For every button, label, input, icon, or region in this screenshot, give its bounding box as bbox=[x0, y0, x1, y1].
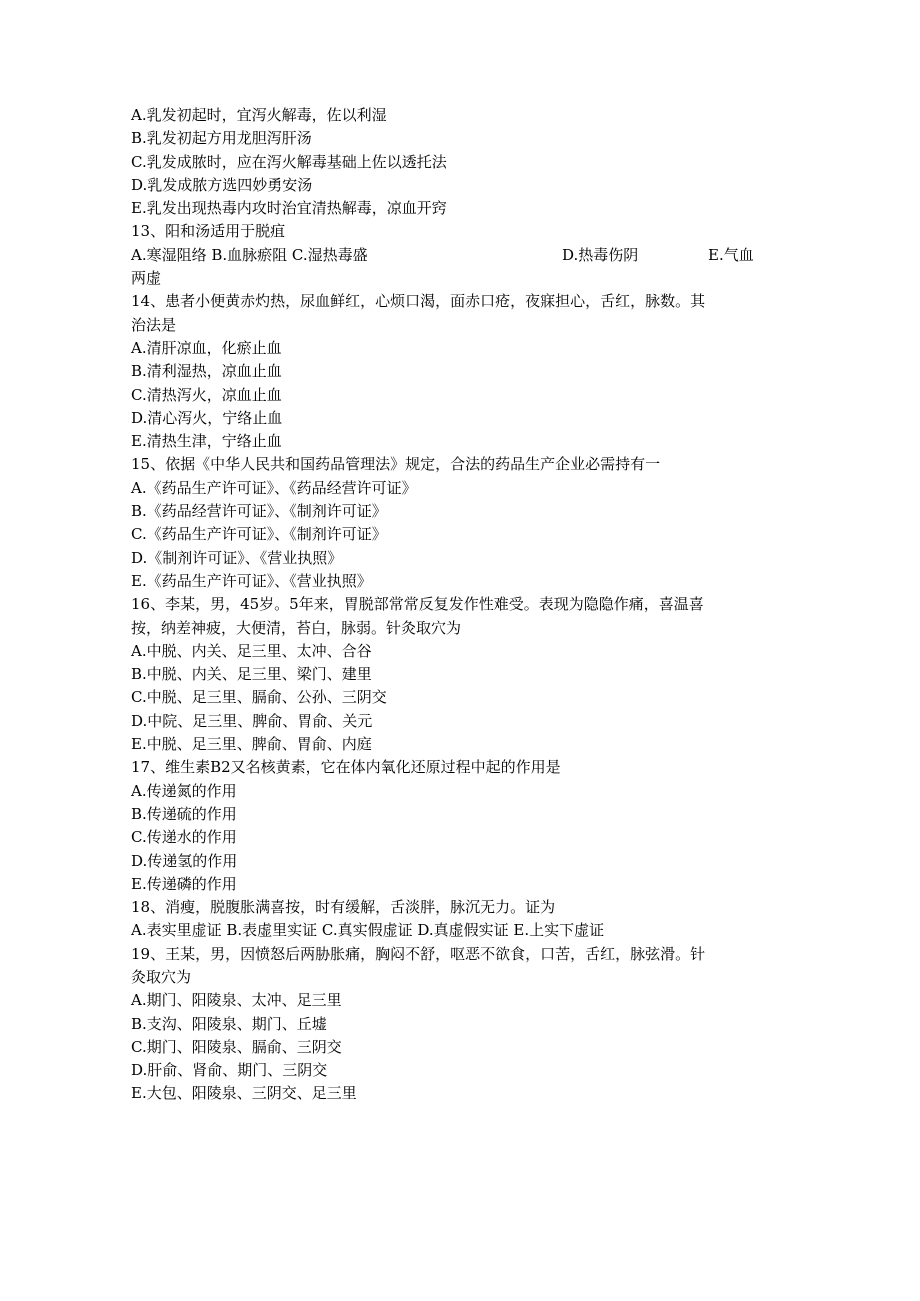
text-line-b-24: D.传递氢的作用 bbox=[131, 851, 238, 870]
q13-option-e-continued: 两虚 bbox=[131, 269, 162, 288]
text-line-b-33: D.肝俞、肾俞、期门、三阴交 bbox=[131, 1061, 328, 1080]
text-line-b-26: 18、消瘦，脱腹胀满喜按，时有缓解，舌淡胖，脉沉无力。证为 bbox=[131, 898, 556, 917]
text-line-b-20: 17、维生素B2又名核黄素，它在体内氧化还原过程中起的作用是 bbox=[131, 758, 561, 777]
text-line-b-22: B.传递硫的作用 bbox=[131, 804, 237, 823]
text-line-b-23: C.传递水的作用 bbox=[131, 828, 237, 847]
text-line-b-27: A.表实里虚证 B.表虚里实证 C.真实假虚证 D.真虚假实证 E.上实下虚证 bbox=[131, 921, 605, 940]
text-line-b-2: A.清肝凉血，化瘀止血 bbox=[131, 338, 282, 357]
text-block-top bbox=[131, 104, 781, 244]
text-line-b-4: C.清热泻火，凉血止血 bbox=[131, 385, 282, 404]
text-line-b-15: A.中脱、内关、足三里、太冲、合谷 bbox=[131, 641, 372, 660]
text-line-a-1: B.乳发初起方用龙胆泻肝汤 bbox=[131, 129, 312, 148]
text-line-a-3: D.乳发成脓方选四妙勇安汤 bbox=[131, 175, 313, 194]
text-line-b-31: B.支沟、阳陵泉、期门、丘墟 bbox=[131, 1014, 327, 1033]
text-line-b-25: E.传递磷的作用 bbox=[131, 874, 237, 893]
text-line-b-5: D.清心泻火，宁络止血 bbox=[131, 408, 283, 427]
text-line-b-19: E.中脱、足三里、脾俞、胃俞、内庭 bbox=[131, 735, 372, 754]
text-line-b-1: 治法是 bbox=[131, 315, 177, 334]
text-line-b-9: B.《药品经营许可证》、《制剂许可证》 bbox=[131, 502, 387, 521]
text-block-main bbox=[131, 290, 781, 1105]
text-line-b-8: A.《药品生产许可证》、《药品经营许可证》 bbox=[131, 478, 417, 497]
text-line-b-10: C.《药品生产许可证》、《制剂许可证》 bbox=[131, 525, 387, 544]
text-line-b-16: B.中脱、内关、足三里、梁门、建里 bbox=[131, 665, 372, 684]
text-line-b-34: E.大包、阳陵泉、三阴交、足三里 bbox=[131, 1084, 357, 1103]
text-line-b-32: C.期门、阳陵泉、膈俞、三阴交 bbox=[131, 1037, 342, 1056]
text-line-b-3: B.清利湿热，凉血止血 bbox=[131, 362, 282, 381]
text-line-b-11: D.《制剂许可证》、《营业执照》 bbox=[131, 548, 343, 567]
text-line-a-2: C.乳发成脓时，应在泻火解毒基础上佐以透托法 bbox=[131, 152, 447, 171]
q13-option-e: E.气血 bbox=[708, 245, 754, 264]
text-line-b-18: D.中院、足三里、脾俞、胃俞、关元 bbox=[131, 711, 373, 730]
text-line-a-5: 13、阳和汤适用于脱疽 bbox=[131, 222, 286, 241]
page-content bbox=[131, 104, 781, 1106]
text-line-a-0: A.乳发初起时，宜泻火解毒，佐以利湿 bbox=[131, 106, 387, 124]
text-line-b-17: C.中脱、足三里、膈俞、公孙、三阴交 bbox=[131, 688, 387, 707]
text-line-b-6: E.清热生津，宁络止血 bbox=[131, 432, 282, 451]
text-line-b-30: A.期门、阳陵泉、太冲、足三里 bbox=[131, 991, 342, 1010]
text-line-b-13: 16、李某，男，45岁。5年来，胃脱部常常反复发作性难受。表现为隐隐作痛，喜温喜 bbox=[131, 595, 704, 614]
text-line-b-28: 19、王某，男，因愤怒后两胁胀痛，胸闷不舒，呕恶不欲食，口苦，舌红，脉弦滑。针 bbox=[131, 944, 706, 963]
text-line-b-29: 灸取穴为 bbox=[131, 967, 192, 986]
text-line-b-21: A.传递氮的作用 bbox=[131, 781, 237, 800]
q13-options-abc: A.寒湿阻络 B.血脉瘀阻 C.湿热毒盛 bbox=[131, 245, 368, 264]
text-line-b-14: 按，纳差神疲，大便清，苔白，脉弱。针灸取穴为 bbox=[131, 618, 462, 637]
text-line-b-0: 14、患者小便黄赤灼热，尿血鲜红，心烦口渴，面赤口疮，夜寐担心，舌红，脉数。其 bbox=[131, 292, 706, 311]
text-line-b-7: 15、依据《中华人民共和国药品管理法》规定，合法的药品生产企业必需持有一 bbox=[131, 455, 661, 474]
text-line-a-4: E.乳发出现热毒内攻时治宜清热解毒，凉血开窍 bbox=[131, 199, 447, 218]
q13-options-row bbox=[131, 244, 781, 267]
q13-option-d: D.热毒伤阴 bbox=[562, 245, 639, 264]
text-line-b-12: E.《药品生产许可证》、《营业执照》 bbox=[131, 571, 372, 590]
